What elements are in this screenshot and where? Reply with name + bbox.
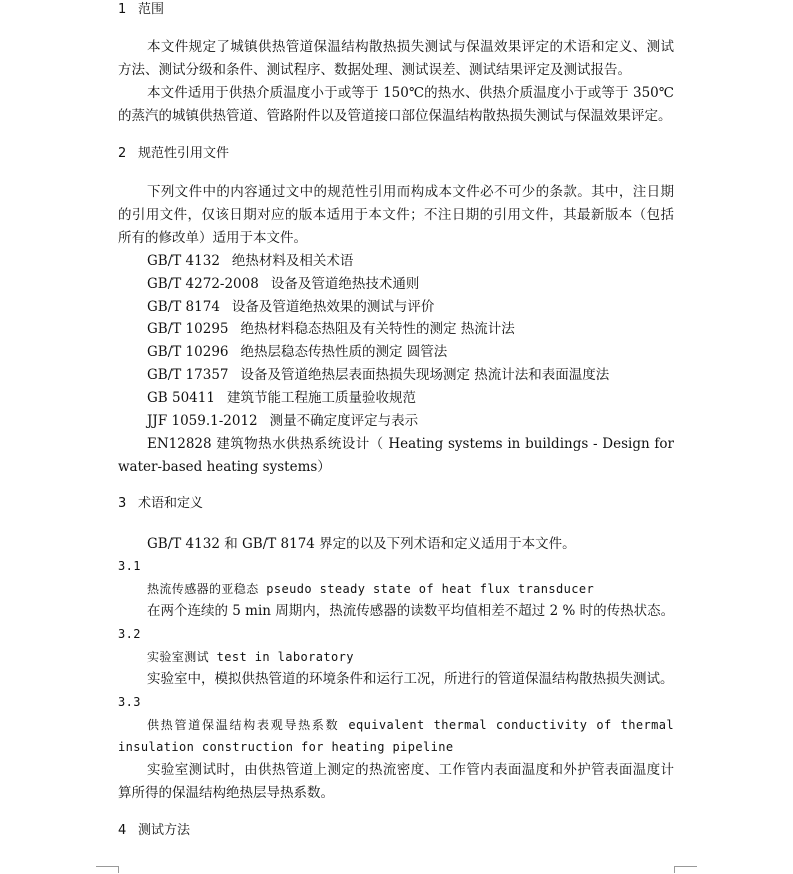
term-definition-line-1: 实验室测试时，由供热管道上测定的热流密度、工作管内表面温度和外护管表面温度计: [147, 762, 674, 778]
section-heading-normative-references: 2 规范性引用文件: [118, 146, 230, 161]
scope-paragraph-2-line-2: 的蒸汽的城镇供热管道、管路附件以及管道接口部位保温结构散热损失测试与保温效果评定。: [118, 108, 672, 124]
terms-intro: GB/T 4132 和 GB/T 8174 界定的以及下列术语和定义适用于本文件。: [147, 536, 576, 552]
term-title: 实验室测试 test in laboratory: [147, 650, 354, 664]
section-heading-terms: 3 术语和定义: [118, 496, 204, 511]
reference-item: GB/T 4272-2008 设备及管道绝热技术通则: [147, 276, 420, 292]
normative-paragraph-line-1: 下列文件中的内容通过文中的规范性引用而构成本文件必不可少的条款。其中，注日期: [147, 184, 674, 200]
scope-paragraph-2-line-1: 本文件适用于供热介质温度小于或等于 150℃的热水、供热介质温度小于或等于 350℃: [147, 85, 674, 101]
term-title-line-2: insulation construction for heating pipeline: [118, 740, 454, 754]
term-number: 3.3: [118, 695, 141, 709]
term-definition-line-2: 算所得的保温结构绝热层导热系数。: [118, 785, 334, 801]
reference-item: GB/T 10296 绝热层稳态传热性质的测定 圆管法: [147, 344, 448, 360]
crop-mark-bottom-left: [96, 866, 119, 873]
term-title-line-1: 供热管道保温结构表观导热系数 equivalent thermal conductivity of thermal: [147, 718, 674, 732]
section-heading-scope: 1 范围: [118, 2, 165, 17]
reference-item-en12828-line-2: water-based heating systems）: [118, 459, 331, 475]
crop-mark-bottom-right: [674, 866, 697, 873]
reference-item-en12828-line-1: EN12828 建筑物热水供热系统设计（ Heating systems in buildings - Design for: [147, 436, 674, 452]
reference-item: GB/T 17357 设备及管道绝热层表面热损失现场测定 热流计法和表面温度法: [147, 367, 610, 383]
scope-paragraph-1-line-2: 方法、测试分级和条件、测试程序、数据处理、测试误差、测试结果评定及测试报告。: [118, 62, 631, 78]
reference-item: GB 50411 建筑节能工程施工质量验收规范: [147, 390, 416, 406]
reference-item: JJF 1059.1-2012 测量不确定度评定与表示: [147, 413, 419, 429]
scope-paragraph-1-line-1: 本文件规定了城镇供热管道保温结构散热损失测试与保温效果评定的术语和定义、测试: [147, 39, 674, 55]
term-definition: 在两个连续的 5 min 周期内，热流传感器的读数平均值相差不超过 2 % 时的传热状态。: [147, 603, 675, 619]
term-title: 热流传感器的亚稳态 pseudo steady state of heat flux transducer: [147, 582, 595, 596]
reference-item: GB/T 4132 绝热材料及相关术语: [147, 253, 354, 269]
reference-item: GB/T 10295 绝热材料稳态热阻及有关特性的测定 热流计法: [147, 321, 515, 337]
normative-paragraph-line-2: 的引用文件，仅该日期对应的版本适用于本文件；不注日期的引用文件，其最新版本（包括: [118, 207, 674, 223]
term-number: 3.1: [118, 559, 141, 573]
section-heading-test-method: 4 测试方法: [118, 823, 191, 838]
term-number: 3.2: [118, 627, 141, 641]
normative-paragraph-line-3: 所有的修改单）适用于本文件。: [118, 230, 307, 246]
reference-item: GB/T 8174 设备及管道绝热效果的测试与评价: [147, 299, 435, 315]
term-definition: 实验室中，模拟供热管道的环境条件和运行工况，所进行的管道保温结构散热损失测试。: [147, 671, 674, 687]
